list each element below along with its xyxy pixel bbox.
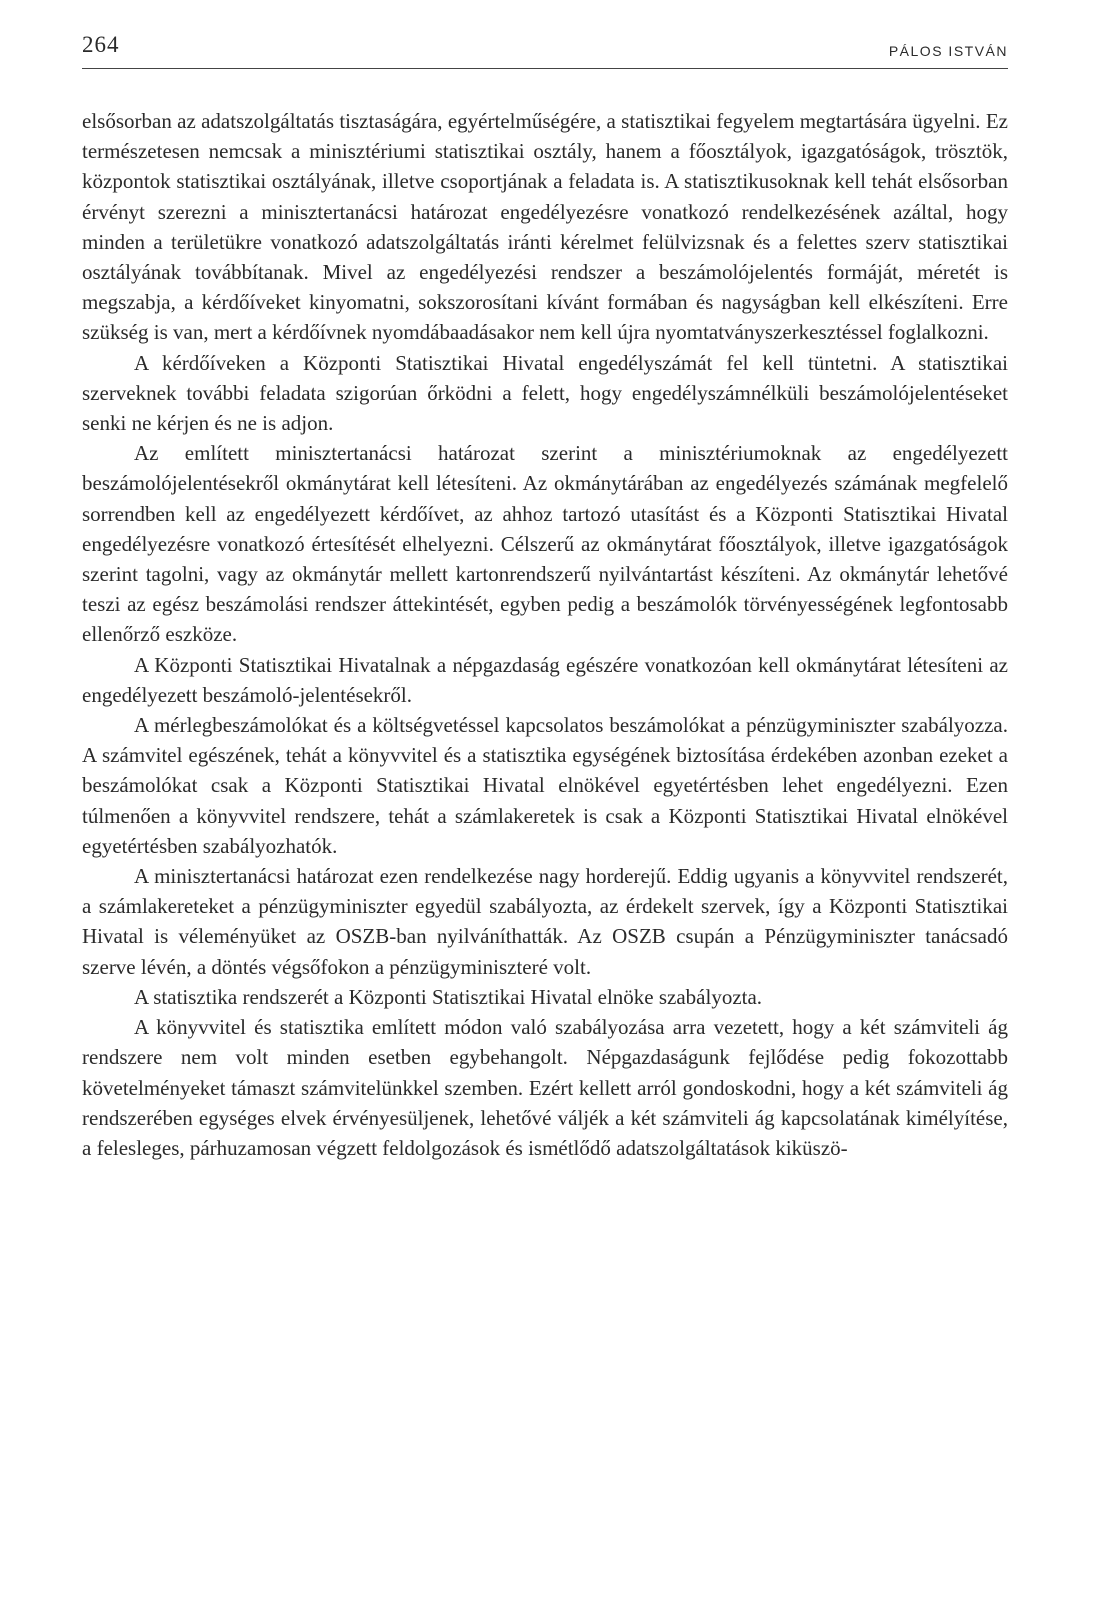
paragraph-8: A könyvvitel és statisztika említett módon való szabályozása arra vezetett, hogy a két számviteli ág rendszere nem volt minden esetben egybehangolt. Népgazdaságunk fejlődése pedig fokozottabb követelményeket támaszt számvitelünkkel szemben. Ezért kellett arról gondoskodni, hogy a két számviteli ág rendszerében egységes elvek érvényesüljenek, lehetővé váljék a két számviteli ág kapcsolatának kimélyítése, a felesleges, párhuzamosan végzett feldolgozások és ismétlődő adatszolgáltatások kiküszö- — [82, 1015, 1008, 1160]
paragraph-3: Az említett minisztertanácsi határozat szerint a minisztériumoknak az engedélyezett beszámolójelentésekről okmánytárat kell létesíteni. Az okmánytárában az engedélyezés számának megfelelő sorrendben kell az engedélyezett kérdőívet, az ahhoz tartozó utasítást és a Központi Statisztikai Hivatal engedélyezésre vonatkozó értesítését elhelyezni. Célszerű az okmánytárat főosztályok, illetve igazgatóságok szerint tagolni, vagy az okmánytár mellett kartonrendszerű nyilvántartást készíteni. Az okmánytár lehetővé teszi az egész beszámolási rendszer áttekintését, egyben pedig a beszámolók törvényességének legfontosabb ellenőrző eszköze. — [82, 441, 1008, 647]
paragraph-4: A Központi Statisztikai Hivatalnak a népgazdaság egészére vonatkozóan kell okmánytárat létesíteni az engedélyezett beszámoló-jelentésekről. — [82, 652, 1008, 707]
paragraph-2: A kérdőíveken a Központi Statisztikai Hivatal engedélyszámát fel kell tüntetni. A statisztikai szerveknek további feladata szigorúan őrködni a felett, hogy engedélyszámnélküli beszámolójelentéseket senki ne kérjen és ne is adjon. — [82, 350, 1008, 436]
paragraph-1: elsősorban az adatszolgáltatás tisztaságára, egyértelműségére, a statisztikai fegyelem megtartására ügyelni. Ez természetesen nemcsak a minisztériumi statisztikai osztály, hanem a főosztályok, igazgatóságok, trösztök, központok statisztikai osztályának, illetve csoportjának a feladata is. A statisztikusoknak kell tehát elsősorban érvényt szerezni a minisztertanácsi határozat engedélyezésre vonatkozó rendelkezésének azáltal, hogy minden a területükre vonatkozó adatszolgáltatás iránti kérelmet felülvizsnak és a felettes szerv statisztikai osztályának továbbítanak. Mivel az engedélyezési rendszer a beszámolójelentés formáját, méretét is megszabja, a kérdőíveket kinyomatni, sokszorosítani kívánt formában és nagyságban kell elkészíteni. Erre szükség is van, mert a kérdőívnek nyomdábaadásakor nem kell újra nyomtatványszerkesztéssel foglalkozni. — [82, 109, 1008, 345]
body-text — [82, 106, 1008, 1163]
header-rule — [82, 68, 1008, 69]
paragraph-5: A mérlegbeszámolókat és a költségvetéssel kapcsolatos beszámolókat a pénzügyminiszter szabályozza. A számvitel egészének, tehát a könyvvitel és a statisztika egységének biztosítása érdekében azonban ezeket a beszámolókat csak a Központi Statisztikai Hivatal elnökével egyetértésben lehet engedélyezni. Ezen túlmenően a könyvvitel rendszere, tehát a számlakeretek is csak a Központi Statisztikai Hivatal elnökével egyetértésben szabályozhatók. — [82, 713, 1008, 858]
running-head — [82, 32, 1008, 72]
paragraph-7: A statisztika rendszerét a Központi Statisztikai Hivatal elnöke szabályozta. — [134, 984, 763, 1009]
page-number: 264 — [82, 32, 120, 57]
paragraph-6: A minisztertanácsi határozat ezen rendelkezése nagy horderejű. Eddig ugyanis a könyvvitel rendszerét, a számlakereteket a pénzügyminiszter egyedül szabályozta, az érdekelt szervek, így a Központi Statisztikai Hivatal is véleményüket az OSZB-ban nyilváníthatták. Az OSZB csupán a Pénzügyminiszter tanácsadó szerve lévén, a döntés végsőfokon a pénzügyminiszteré volt. — [82, 864, 1008, 979]
running-title: PÁLOS ISTVÁN — [888, 43, 1008, 59]
book-page — [82, 32, 1008, 1163]
